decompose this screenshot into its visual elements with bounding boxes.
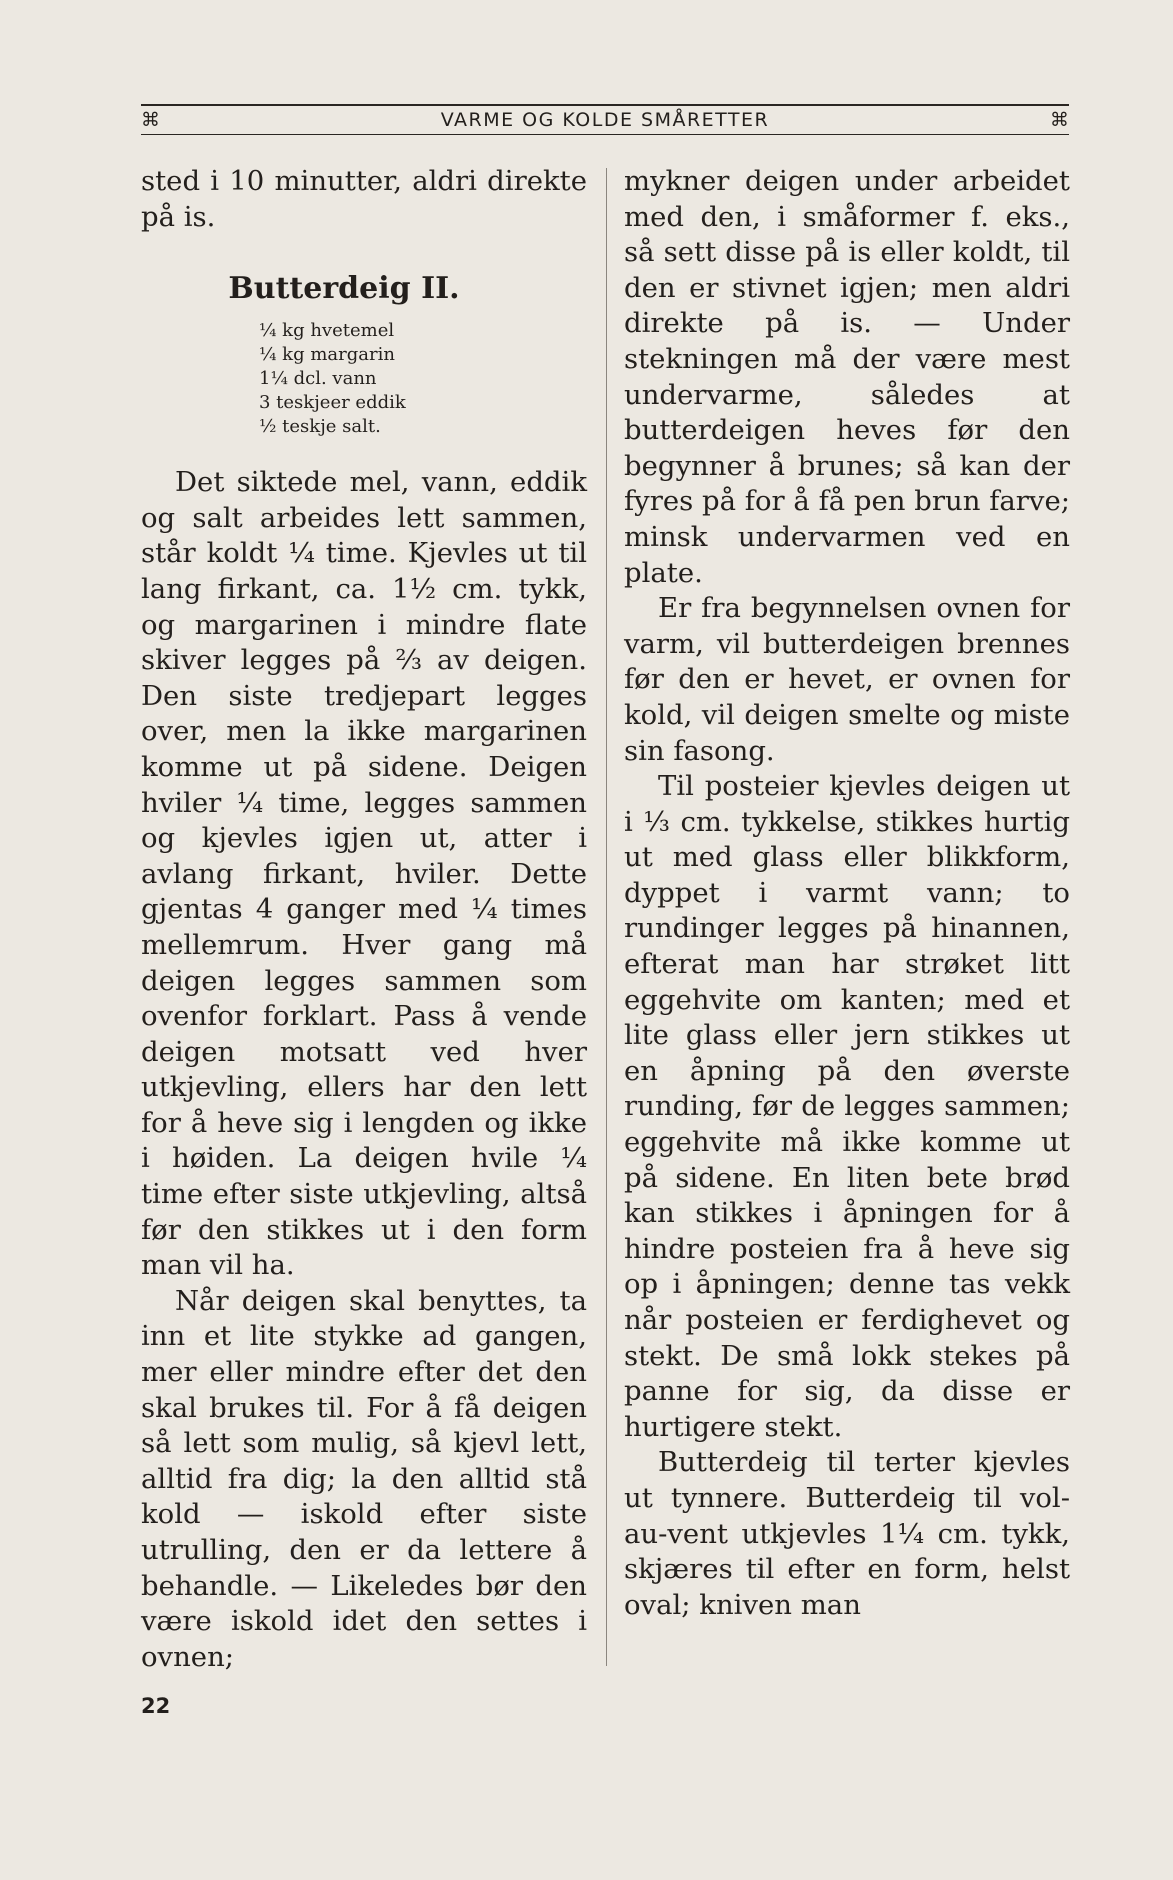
ingredient-item: ¼ kg hvetemel [259,320,395,342]
section-title: Butterdeig II. [228,271,460,307]
ingredient-list [259,319,587,439]
ingredient-item: 1¼ dcl. vann [259,368,377,390]
ingredient-item: ¼ kg margarin [259,344,395,366]
ingredient-item: ½ teskje salt. [259,416,381,438]
header-title: VARME OG KOLDE SMÅRETTER [440,109,770,131]
running-header [141,104,1069,138]
intro-paragraph: sted i 10 minutter, aldri direkte på is. [141,165,587,233]
column-divider [606,168,607,1666]
ingredient-item: 3 teskjeer eddik [259,392,406,414]
body-paragraph: mykner deigen under arbeidet med den, i småformer f. eks., så sett disse på is eller koldt, til den er stivnet igjen; men aldri direkte på is. — Under stekningen må der være mest undervarme, således at butterdeigen heves før den begynner å brunes; så kan der fyres på for å få pen brun farve; minsk undervarmen ved en plate. [624,165,1070,589]
body-paragraph: Til posteier kjevles deigen ut i ⅓ cm. tykkelse, stikkes hurtig ut med glass eller blikkform, dyppet i varmt vann; to rundinger legges på hinannen, efterat man har strøket litt eggehvite om kanten; med et lite glass eller jern stikkes ut en åpning på den øverste runding, før de legges sammen; eggehvite må ikke komme ut på sidene. En liten bete brød kan stikkes i åpningen for å hindre posteien fra å heve sig op i åpningen; denne tas vekk når posteien er ferdighevet og stekt. De små lokk stekes på panne for sig, da disse er hurtigere stekt. [624,770,1070,1443]
page-number: 22 [141,1694,171,1718]
body-paragraph: Er fra begynnelsen ovnen for varm, vil butterdeigen brennes før den er hevet, er ovnen for kold, vil deigen smelte og miste sin fasong. [624,592,1070,767]
ornament-right-icon: ⌘ [1050,109,1069,131]
body-paragraph: Når deigen skal benyttes, ta inn et lite stykke ad gangen, mer eller mindre efter det den skal brukes til. For å få deigen så lett som mulig, så kjevl lett, alltid fra dig; la den alltid stå kold — iskold efter siste utrulling, den er da lettere å behandle. — Likeledes bør den være iskold idet den settes i ovnen; [141,1284,587,1673]
ornament-left-icon: ⌘ [141,109,160,131]
body-paragraph: Det siktede mel, vann, eddik og salt arbeides lett sammen, står koldt ¼ time. Kjevles ut til lang firkant, ca. 1½ cm. tykk, og margarinen i mindre flate skiver legges på ⅔ av deigen. Den siste tredjepart legges over, men la ikke margarinen komme ut på sidene. Deigen hviler ¼ time, legges sammen og kjevles igjen ut, atter i avlang firkant, hviler. Dette gjentas 4 ganger med ¼ times mellemrum. Hver gang må deigen legges sammen som ovenfor forklart. Pass å vende deigen motsatt ved hver utkjevling, ellers har den lett for å heve sig i lengden og ikke i høiden. La deigen hvile ¼ time efter siste utkjevling, altså før den stikkes ut i den form man vil ha. [141,466,587,1282]
right-column [624,164,1070,1623]
header-rule-top [141,104,1069,106]
left-column [141,164,587,1675]
header-rule-bottom [141,134,1069,135]
body-paragraph: Butterdeig til terter kjevles ut tynnere. Butterdeig til vol-au-vent utkjevles 1¼ cm. tykk, skjæres til efter en form, helst oval; kniven man [624,1446,1070,1621]
